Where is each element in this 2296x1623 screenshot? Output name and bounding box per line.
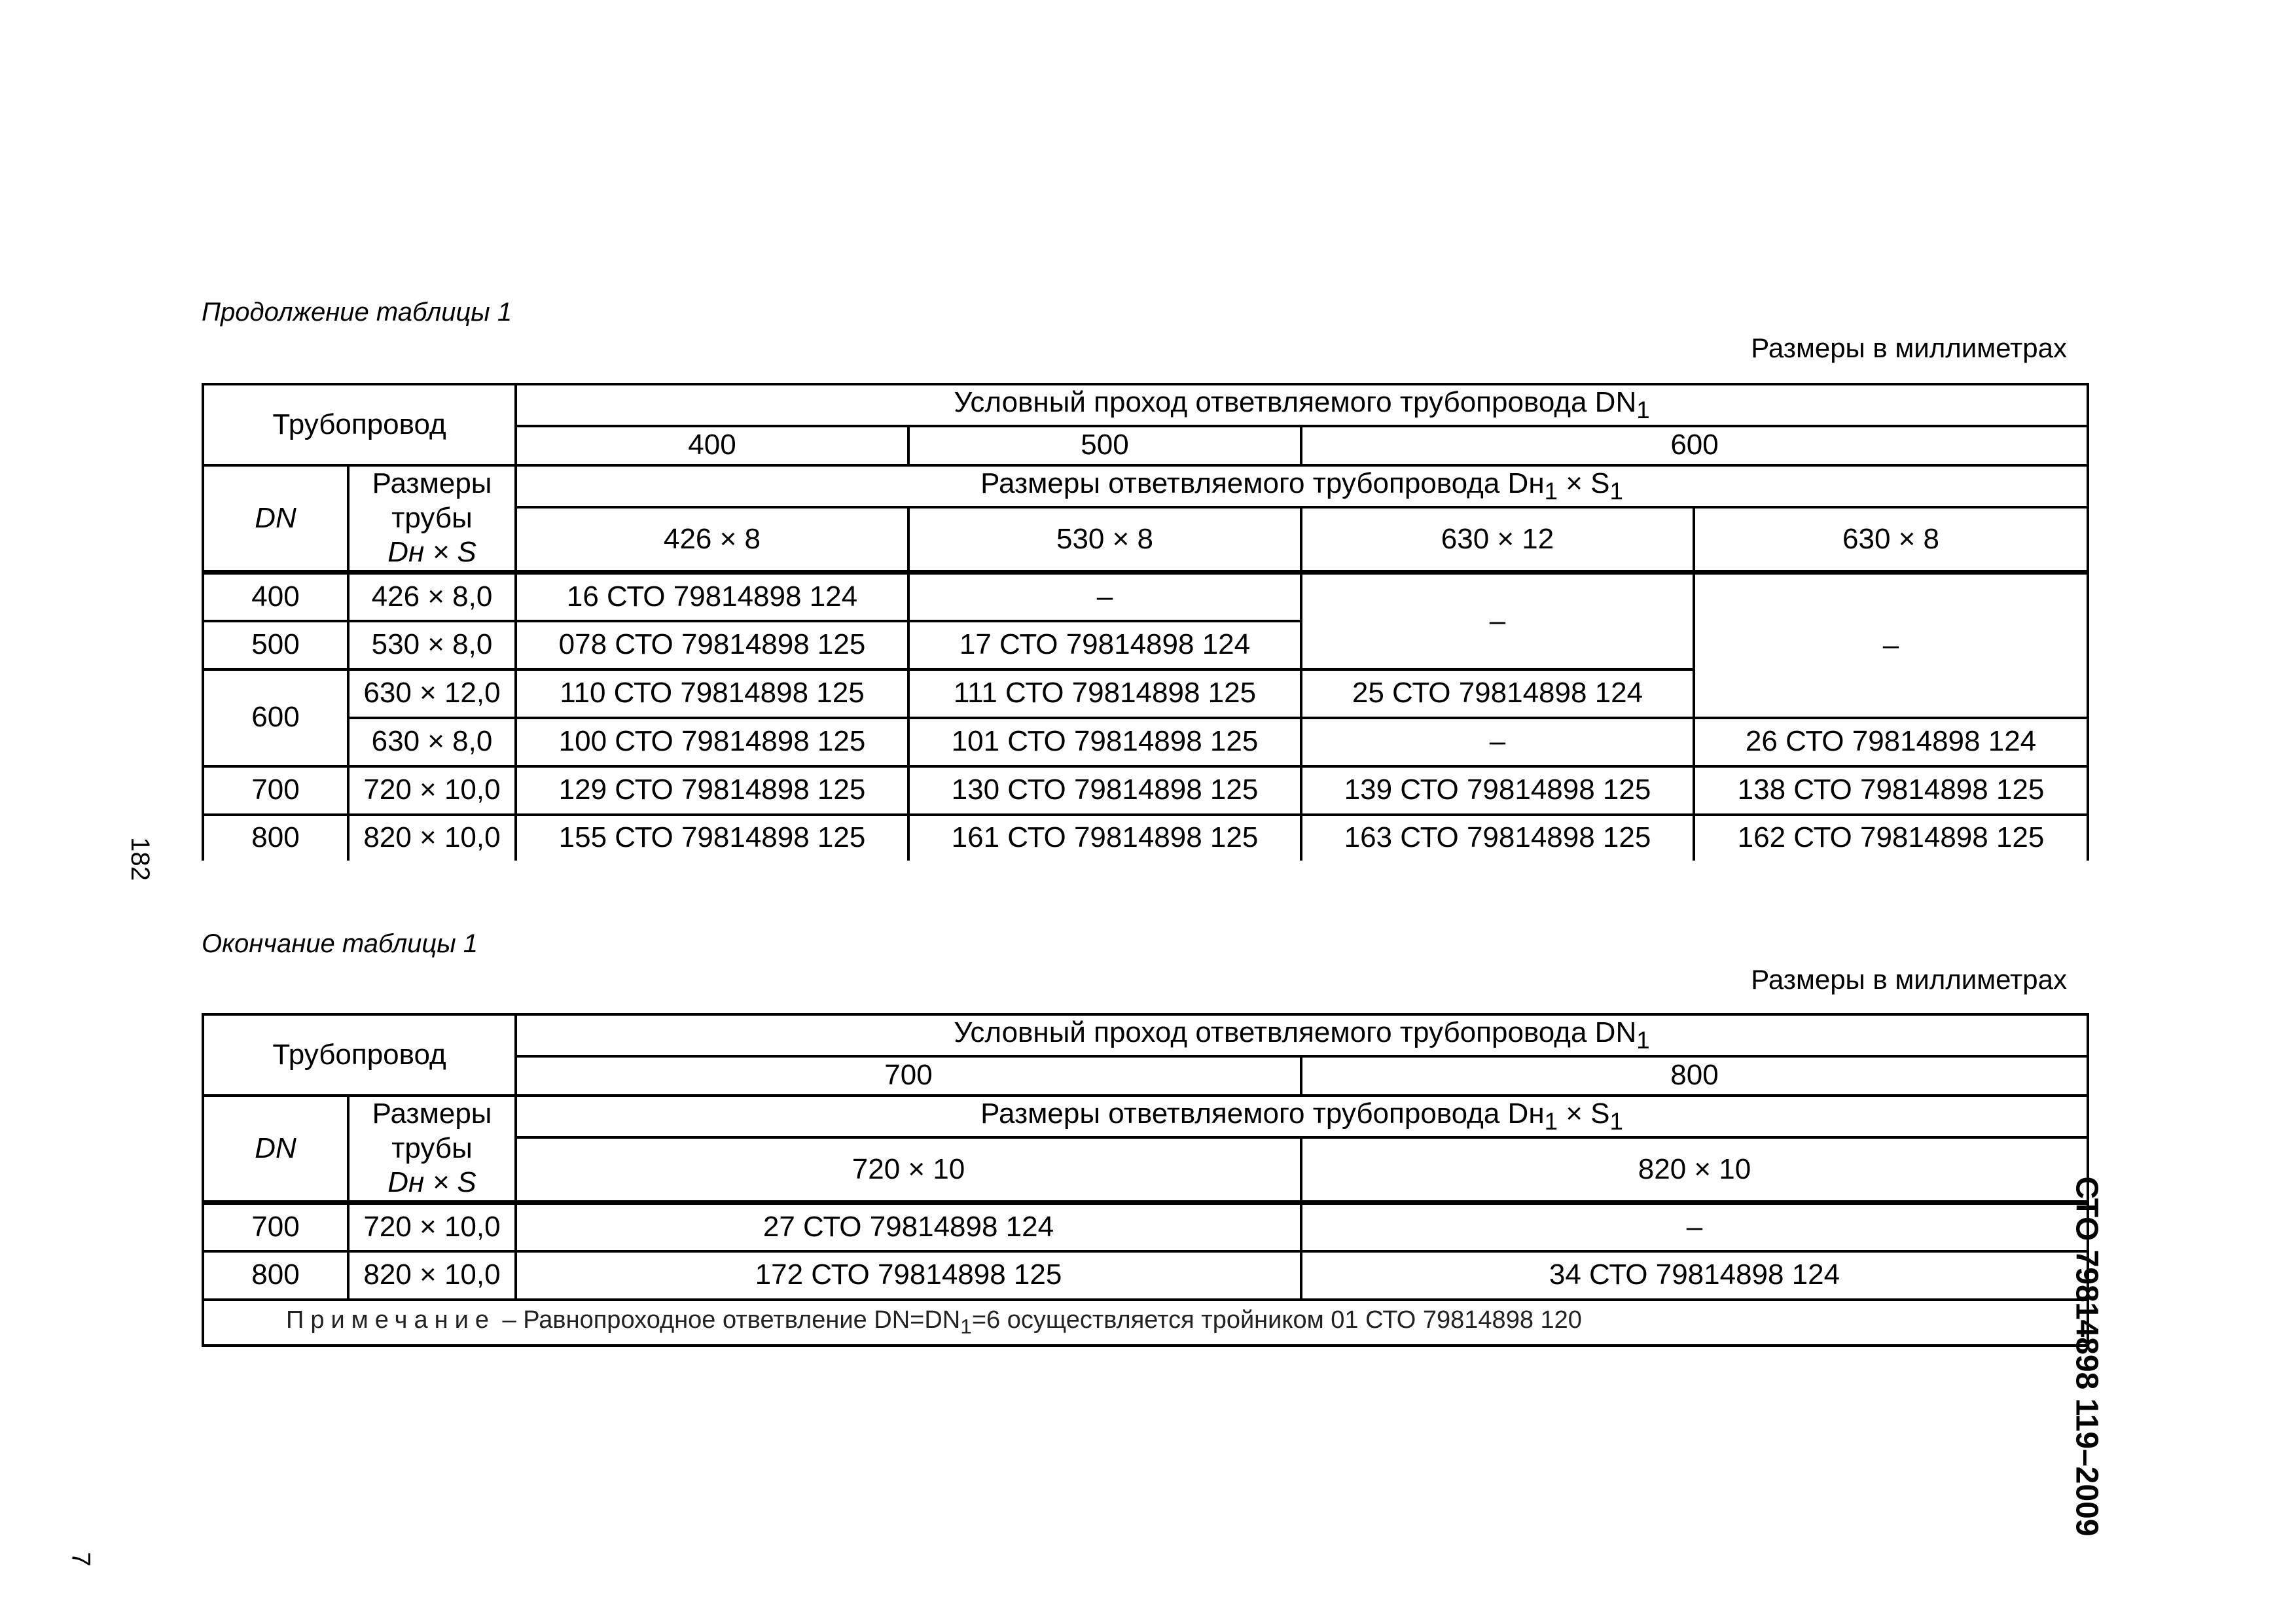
table-row: 700 720 × 10,0 27 СТО 79814898 124 – xyxy=(203,1203,2088,1251)
dn1-500: 500 xyxy=(908,426,1301,465)
branch-sizes-header: Размеры ответвляемого трубопровода $Dн_1 \times S_1$ xyxy=(516,465,2088,507)
table-row: 800 820 × 10,0 172 СТО 79814898 125 34 СТО 79814898 124 xyxy=(203,1251,2088,1300)
dn1-400: 400 xyxy=(516,426,908,465)
table2 xyxy=(202,1013,2089,1347)
table2-units: Размеры в миллиметрах xyxy=(1751,964,2067,995)
table-row: 700 720 × 10,0 129 СТО 79814898 125 130 СТО 79814898 125 139 СТО 79814898 125 138 СТО 79814898 125 xyxy=(203,766,2088,815)
branch-size-630x12: 630 × 12 xyxy=(1301,507,1694,573)
branch-size-720x10: 720 × 10 xyxy=(516,1137,1301,1203)
branch-sizes-header: Размеры ответвляемого трубопровода $Dн_1 \times S_1$ xyxy=(516,1096,2088,1137)
table2-caption: Окончание таблицы 1 xyxy=(202,929,478,958)
table-row: 600 630 × 12,0 110 СТО 79814898 125 111 СТО 79814898 125 25 СТО 79814898 124 xyxy=(203,669,2088,718)
pipeline-header: Трубопровод xyxy=(203,1014,516,1096)
pipe-size-header: Размеры трубы Dн × S xyxy=(348,1096,516,1203)
note-row xyxy=(203,1300,2088,1346)
table1-units: Размеры в миллиметрах xyxy=(1751,332,2067,363)
table-row: 500 530 × 8,0 078 СТО 79814898 125 17 СТО 79814898 124 xyxy=(203,621,2088,669)
merged-dash-cell: – xyxy=(1301,573,1694,669)
dn1-700: 700 xyxy=(516,1056,1301,1096)
table-note: Примечание – Равнопроходное ответвление $DN=DN_1=6$ осуществляется тройником 01 СТО 79814898 120 xyxy=(203,1300,2088,1346)
pipeline-header: Трубопровод xyxy=(203,384,516,465)
branch-size-426x8: 426 × 8 xyxy=(516,507,908,573)
page-number-top: 182 xyxy=(125,837,154,881)
branch-size-820x10: 820 × 10 xyxy=(1301,1137,2088,1203)
table-row: 630 × 8,0 100 СТО 79814898 125 101 СТО 79814898 125 – 26 СТО 79814898 124 xyxy=(203,718,2088,766)
dn1-600: 600 xyxy=(1301,426,2088,465)
conditional-pass-header: Условный проход ответвляемого трубопровода $DN_1$ xyxy=(516,384,2088,426)
branch-size-530x8: 530 × 8 xyxy=(908,507,1301,573)
dn-header: DN xyxy=(203,1096,348,1203)
table1-caption: Продолжение таблицы 1 xyxy=(202,298,512,327)
document-code: СТО 79814898 119–2009 xyxy=(2069,1176,2104,1537)
table-row: 800 820 × 10,0 155 СТО 79814898 125 161 СТО 79814898 125 163 СТО 79814898 125 162 СТО 79814898 125 xyxy=(203,815,2088,861)
dn1-800: 800 xyxy=(1301,1056,2088,1096)
pipe-size-header: Размеры трубы Dн × S xyxy=(348,465,516,573)
merged-dash-cell: – xyxy=(1694,573,2088,718)
page-number-bottom: 7 xyxy=(66,1552,96,1567)
branch-size-630x8: 630 × 8 xyxy=(1694,507,2088,573)
table1 xyxy=(202,383,2089,861)
conditional-pass-header: Условный проход ответвляемого трубопровода $DN_1$ xyxy=(516,1014,2088,1056)
table-row: 400 426 × 8,0 16 СТО 79814898 124 – – – xyxy=(203,573,2088,621)
dn-header: DN xyxy=(203,465,348,573)
